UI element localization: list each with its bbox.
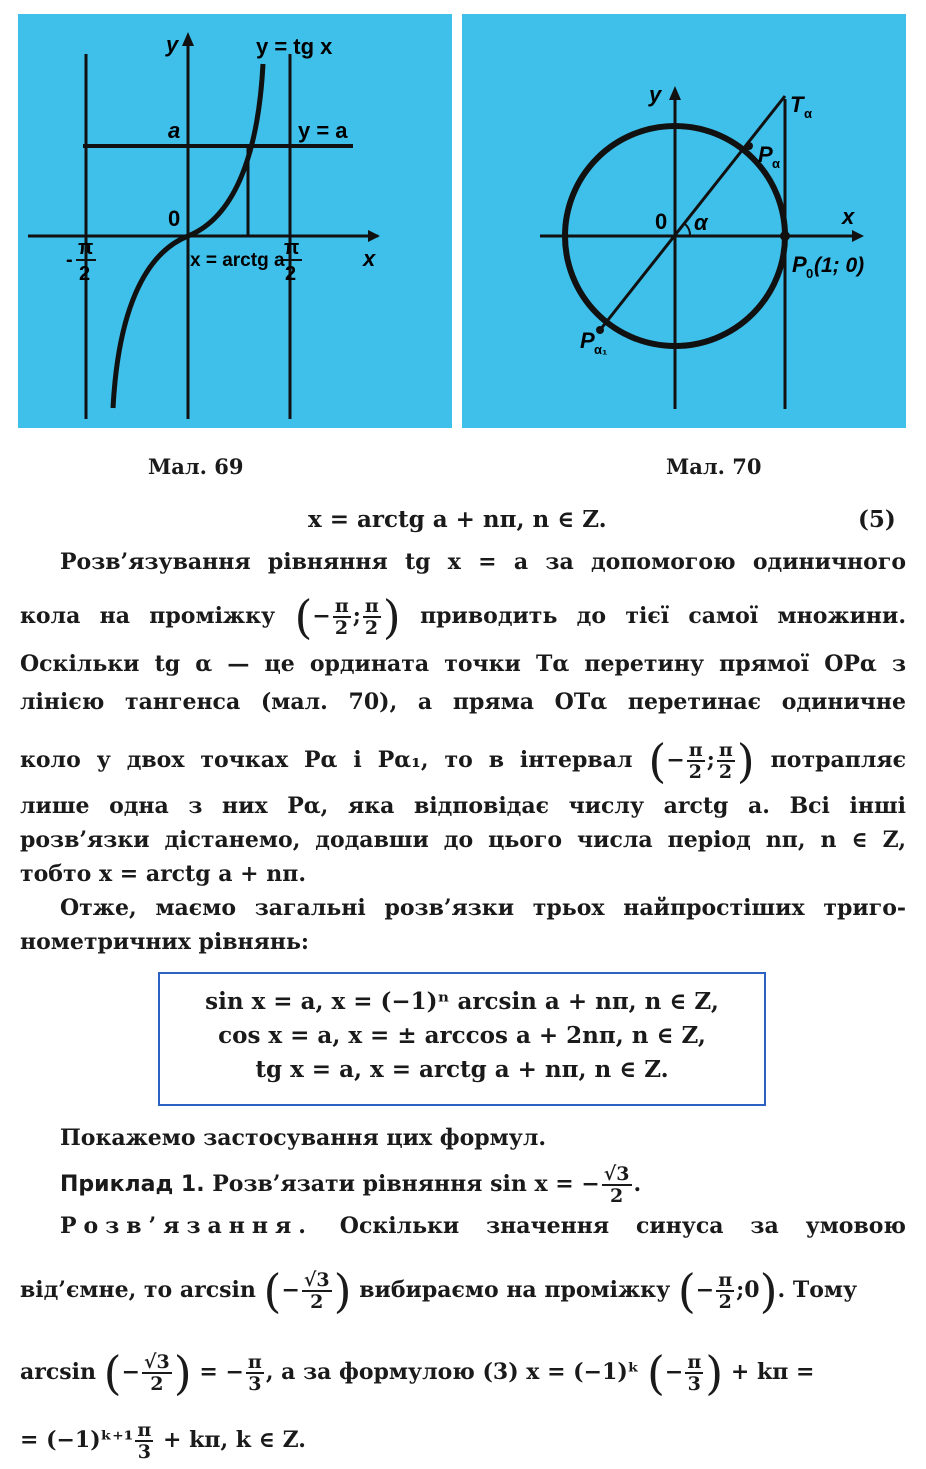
close-paren: ) (736, 734, 755, 788)
figure-70 (462, 14, 906, 428)
label-p-sub: α (772, 156, 780, 171)
paragraph-2-line-2: нометричних рівнянь: (20, 929, 310, 955)
label-y-tgx: y = tg x (256, 34, 333, 59)
label-p1-sub: α₁ (594, 342, 608, 357)
label-y: y (649, 82, 662, 107)
label-a: a (168, 118, 181, 143)
label-neg-sign: - (66, 249, 73, 271)
fraction: $\frac{\pi}{2}$ (334, 595, 349, 639)
x-axis-arrow (852, 230, 864, 242)
paragraph-1-line-1: Розв’язування рівняння tg x = a за допомогою одиничного (60, 549, 906, 575)
fraction: $\frac{√3}{2}$ (303, 1269, 330, 1313)
text-run: потрапляє (770, 747, 906, 773)
fraction: $\frac{\pi}{2}$ (718, 739, 733, 783)
solution-line-2: від’ємне, то arcsin (− $\frac{√3}{2}$ ) вибираємо на проміжку (− $\frac{\pi}{2}$ ;0). Тому (20, 1264, 858, 1318)
paragraph-1-line-8: тобто x = arctg a + nπ. (20, 861, 307, 887)
caption-fig69: Мал. 69 (148, 454, 244, 479)
angle-arc (685, 224, 690, 236)
formula-cos: cos x = a, x = ± arccos a + 2nπ, n ∈ Z, (218, 1022, 706, 1049)
ray-ot (600, 96, 785, 330)
close-paren: ) (382, 590, 401, 644)
label-neg-pi: π (78, 237, 94, 259)
label-p0-coord: (1; 0) (814, 254, 865, 277)
label-origin: 0 (655, 209, 668, 234)
formula-box (158, 972, 766, 1106)
figure-69 (18, 14, 452, 428)
label-y: y (166, 32, 179, 57)
solution-line-3: arcsin (− $\frac{√3}{2}$ ) = − $\frac{\pi}{3}$ , а за формулою (3) x = (−1)ᵏ (− $\frac{\pi}{3}$ ) + kπ = (20, 1346, 815, 1400)
paragraph-2-line-1: Отже, маємо загальні розв’язки трьох найпростіших триго- (60, 895, 906, 921)
fraction: $\frac{\pi}{2}$ (364, 595, 379, 639)
open-paren: ( (648, 734, 667, 788)
label-pos-pi: π (284, 237, 300, 259)
text-run: Оскільки значення синуса за умовою (339, 1213, 906, 1239)
solution-line-1 (60, 1212, 906, 1240)
label-x: x (842, 204, 855, 229)
label-origin: 0 (168, 206, 181, 231)
equation-number: (5) (858, 506, 896, 533)
text-run: кола на проміжку (20, 603, 276, 629)
label-t: T (790, 92, 804, 117)
y-axis-arrow (669, 86, 681, 100)
example-1: Приклад 1. Розв’язати рівняння sin x = − $\frac{√3}{2}$ . (60, 1163, 642, 1207)
fraction: $\frac{√3}{2}$ (603, 1163, 630, 1207)
label-x: x (363, 246, 376, 271)
solution-label: Розв’язання. (60, 1213, 313, 1239)
paragraph-1-line-7: розв’язки дістанемо, додавши до цього числа період nπ, n ∈ Z, (20, 827, 906, 853)
paragraph-1-line-5: коло у двох точках Pα і Pα₁, то в інтервал (− $\frac{\pi}{2}$ ; $\frac{\pi}{2}$ ) потрапляє (20, 734, 906, 788)
label-p0: P (792, 252, 807, 277)
label-p0-sub: 0 (806, 266, 814, 281)
fraction: $\frac{\pi}{3}$ (137, 1419, 152, 1463)
paragraph-1-line-6: лише одна з них Pα, яка відповідає числу arctg a. Всі інші (20, 793, 906, 819)
label-t-sub: α (804, 106, 812, 121)
label-p: P (758, 142, 773, 167)
paragraph-3: Покажемо застосування цих формул. (60, 1125, 546, 1151)
formula-tg: tg x = a, x = arctg a + nπ, n ∈ Z. (255, 1056, 669, 1083)
fraction: $\frac{\pi}{2}$ (688, 739, 703, 783)
label-p1: P (580, 328, 595, 353)
solution-line-4: = (−1)ᵏ⁺¹ $\frac{\pi}{3}$ + kπ, k ∈ Z. (20, 1419, 306, 1463)
unit-circle (462, 14, 906, 428)
fraction: $\frac{√3}{2}$ (144, 1351, 170, 1395)
label-y-a: y = a (298, 118, 348, 143)
fraction: $\frac{\pi}{2}$ (718, 1269, 733, 1313)
text-run: коло у двох точках Pα і Pα₁, то в інтервал (20, 747, 633, 773)
label-neg-two: 2 (79, 263, 91, 285)
y-axis-arrow (182, 32, 194, 46)
paragraph-1-line-4: лінією тангенса (мал. 70), а пряма OTα перетинає одиничне (20, 689, 906, 715)
fraction: $\frac{\pi}{3}$ (247, 1351, 262, 1395)
text-run: приводить до тієї самої множини. (420, 603, 906, 629)
example-text: Розв’язати рівняння sin x = − (212, 1171, 600, 1197)
tangent-graph (18, 14, 452, 428)
label-arctg: x = arctg a (190, 250, 285, 271)
label-pos-two: 2 (285, 263, 297, 285)
example-title: Приклад 1. (60, 1172, 205, 1197)
paragraph-1-line-2: кола на проміжку (− $\frac{\pi}{2}$ ; $\frac{\pi}{2}$ ) приводить до тієї самої множини. (20, 590, 906, 644)
open-paren: ( (294, 590, 313, 644)
equation-5: x = arctg a + nπ, n ∈ Z. (308, 506, 607, 533)
paragraph-1-line-3: Оскільки tg α — це ордината точки Tα перетину прямої OPα з (20, 651, 906, 677)
caption-fig70: Мал. 70 (666, 454, 762, 479)
x-axis-arrow (368, 230, 380, 242)
formula-sin: sin x = a, x = (−1)ⁿ arcsin a + nπ, n ∈ Z, (205, 988, 719, 1015)
label-alpha: α (694, 210, 708, 235)
fraction: $\frac{\pi}{3}$ (687, 1351, 702, 1395)
